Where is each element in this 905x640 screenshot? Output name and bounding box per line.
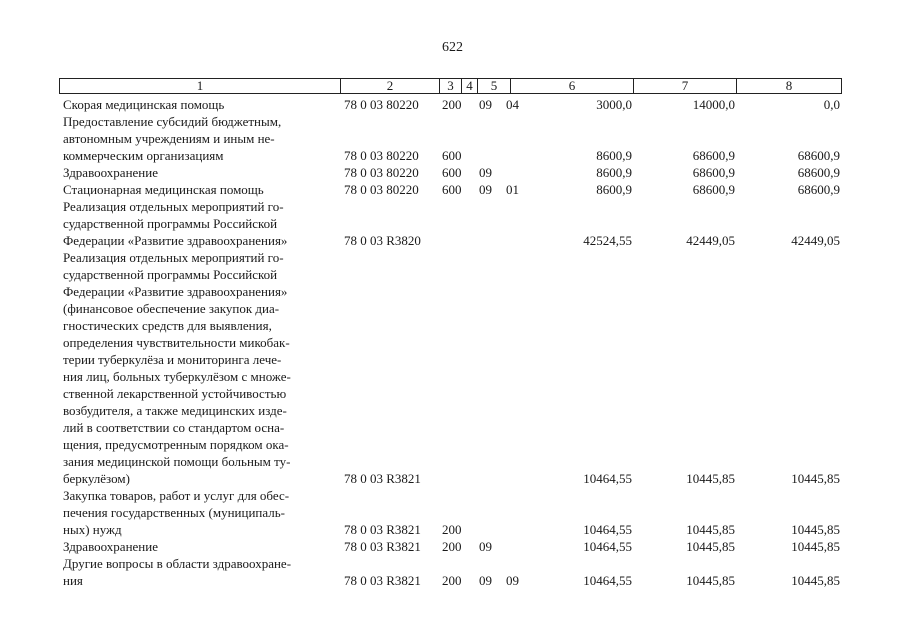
row-col-5: 01: [506, 182, 519, 197]
row-name-line: Федерации «Развитие здравоохранения»: [63, 284, 288, 299]
row-name-line: Стационарная медицинская помощь: [63, 182, 264, 197]
row-value-8: 68600,9: [797, 182, 840, 197]
table-row: [59, 113, 842, 164]
row-value-6: 8600,9: [596, 148, 632, 163]
row-name: [59, 113, 340, 164]
row-name: [59, 198, 340, 249]
row-value-7: 10445,85: [686, 539, 735, 554]
row-value-8: 10445,85: [791, 471, 840, 486]
row-code: 78 0 03 R3821: [344, 573, 421, 588]
table-row: [59, 198, 842, 249]
row-name: [59, 249, 340, 487]
row-col-5: 04: [506, 97, 519, 112]
row-value-8: 68600,9: [797, 165, 840, 180]
row-name: [59, 555, 340, 589]
row-col-3: 200: [442, 539, 462, 554]
row-code: 78 0 03 80220: [344, 97, 419, 112]
row-name-line: сударственной программы Российской: [63, 267, 278, 282]
row-value-6: 10464,55: [583, 573, 632, 588]
row-name-line: ния: [63, 573, 83, 588]
row-value-8: 10445,85: [791, 522, 840, 537]
row-name-line: печения государственных (муниципаль-: [63, 505, 286, 520]
row-value-7: 68600,9: [692, 182, 735, 197]
row-col-3: 200: [442, 522, 462, 537]
row-name-line: лий в соответствии со стандартом осна-: [63, 420, 285, 435]
row-value-7: 10445,85: [686, 522, 735, 537]
row-code: 78 0 03 80220: [344, 182, 419, 197]
row-code: 78 0 03 80220: [344, 148, 419, 163]
header-col-6: 6: [511, 79, 634, 93]
row-code: 78 0 03 R3821: [344, 539, 421, 554]
row-value-8: 10445,85: [791, 573, 840, 588]
table-row: [59, 249, 842, 487]
row-value-6: 10464,55: [583, 522, 632, 537]
row-name-line: ственной лекарственной устойчивостью: [63, 386, 287, 401]
page-number: 622: [442, 40, 463, 55]
row-name: [59, 538, 340, 555]
row-name-line: Реализация отдельных мероприятий го-: [63, 199, 284, 214]
row-name-line: определения чувствительности микобак-: [63, 335, 290, 350]
row-value-7: 68600,9: [692, 148, 735, 163]
row-value-7: 10445,85: [686, 471, 735, 486]
row-name-line: Реализация отдельных мероприятий го-: [63, 250, 284, 265]
row-col-3: 600: [442, 182, 462, 197]
row-value-6: 8600,9: [596, 165, 632, 180]
row-col-3: 200: [442, 97, 462, 112]
row-col-4: 09: [479, 573, 492, 588]
row-col-3: 600: [442, 148, 462, 163]
row-value-6: 10464,55: [583, 471, 632, 486]
header-col-7: 7: [634, 79, 737, 93]
row-name: [59, 487, 340, 538]
row-name: [59, 96, 340, 113]
row-name-line: Скорая медицинская помощь: [63, 97, 225, 112]
row-col-3: 600: [442, 165, 462, 180]
table-row: [59, 487, 842, 538]
header-col-3: 3: [440, 79, 462, 93]
row-code: 78 0 03 R3820: [344, 233, 421, 248]
row-name: [59, 164, 340, 181]
table-header: [59, 78, 842, 94]
row-value-6: 10464,55: [583, 539, 632, 554]
header-col-1: 1: [60, 79, 341, 93]
row-value-7: 68600,9: [692, 165, 735, 180]
row-col-4: 09: [479, 165, 492, 180]
row-name-line: коммерческим организациям: [63, 148, 224, 163]
row-name-line: зания медицинской помощи больным ту-: [63, 454, 291, 469]
table-row: [59, 555, 842, 589]
row-col-4: 09: [479, 539, 492, 554]
row-code: 78 0 03 R3821: [344, 471, 421, 486]
table-row: [59, 181, 842, 198]
row-value-8: 0,0: [823, 97, 840, 112]
table-row: [59, 538, 842, 555]
row-name-line: Закупка товаров, работ и услуг для обес-: [63, 488, 290, 503]
row-value-6: 3000,0: [596, 97, 632, 112]
table-row: [59, 164, 842, 181]
header-col-8: 8: [785, 78, 793, 93]
row-name-line: Федерации «Развитие здравоохранения»: [63, 233, 288, 248]
row-name-line: щения, предусмотренным порядком ока-: [63, 437, 289, 452]
row-name-line: беркулёзом): [63, 471, 130, 486]
row-code: 78 0 03 R3821: [344, 522, 421, 537]
header-col-2: 2: [341, 79, 440, 93]
table-body: [59, 96, 842, 589]
row-name-line: Предоставление субсидий бюджетным,: [63, 114, 282, 129]
row-name-line: ния лиц, больных туберкулёзом с множе-: [63, 369, 291, 384]
header-col-5: 5: [478, 79, 511, 93]
table-row: [59, 96, 842, 113]
row-value-7: 42449,05: [686, 233, 735, 248]
header-col-4: 4: [462, 79, 478, 93]
row-col-4: 09: [479, 97, 492, 112]
row-value-6: 8600,9: [596, 182, 632, 197]
row-code: 78 0 03 80220: [344, 165, 419, 180]
row-value-6: 42524,55: [583, 233, 632, 248]
row-name: [59, 181, 340, 198]
row-value-8: 68600,9: [797, 148, 840, 163]
row-value-7: 14000,0: [692, 97, 735, 112]
row-name-line: сударственной программы Российской: [63, 216, 278, 231]
row-name-line: Другие вопросы в области здравоохране-: [63, 556, 292, 571]
row-name-line: Здравоохранение: [63, 539, 158, 554]
row-name-line: (финансовое обеспечение закупок диа-: [63, 301, 280, 316]
row-value-8: 42449,05: [791, 233, 840, 248]
row-value-7: 10445,85: [686, 573, 735, 588]
row-value-8: 10445,85: [791, 539, 840, 554]
row-col-4: 09: [479, 182, 492, 197]
row-name-line: ных) нужд: [63, 522, 122, 537]
row-col-5: 09: [506, 573, 519, 588]
row-name-line: терии туберкулёза и мониторинга лече-: [63, 352, 282, 367]
row-col-3: 200: [442, 573, 462, 588]
row-name-line: Здравоохранение: [63, 165, 158, 180]
row-name-line: автономным учреждениям и иным не-: [63, 131, 275, 146]
row-name-line: гностических средств для выявления,: [63, 318, 272, 333]
row-name-line: возбудителя, а также медицинских изде-: [63, 403, 287, 418]
